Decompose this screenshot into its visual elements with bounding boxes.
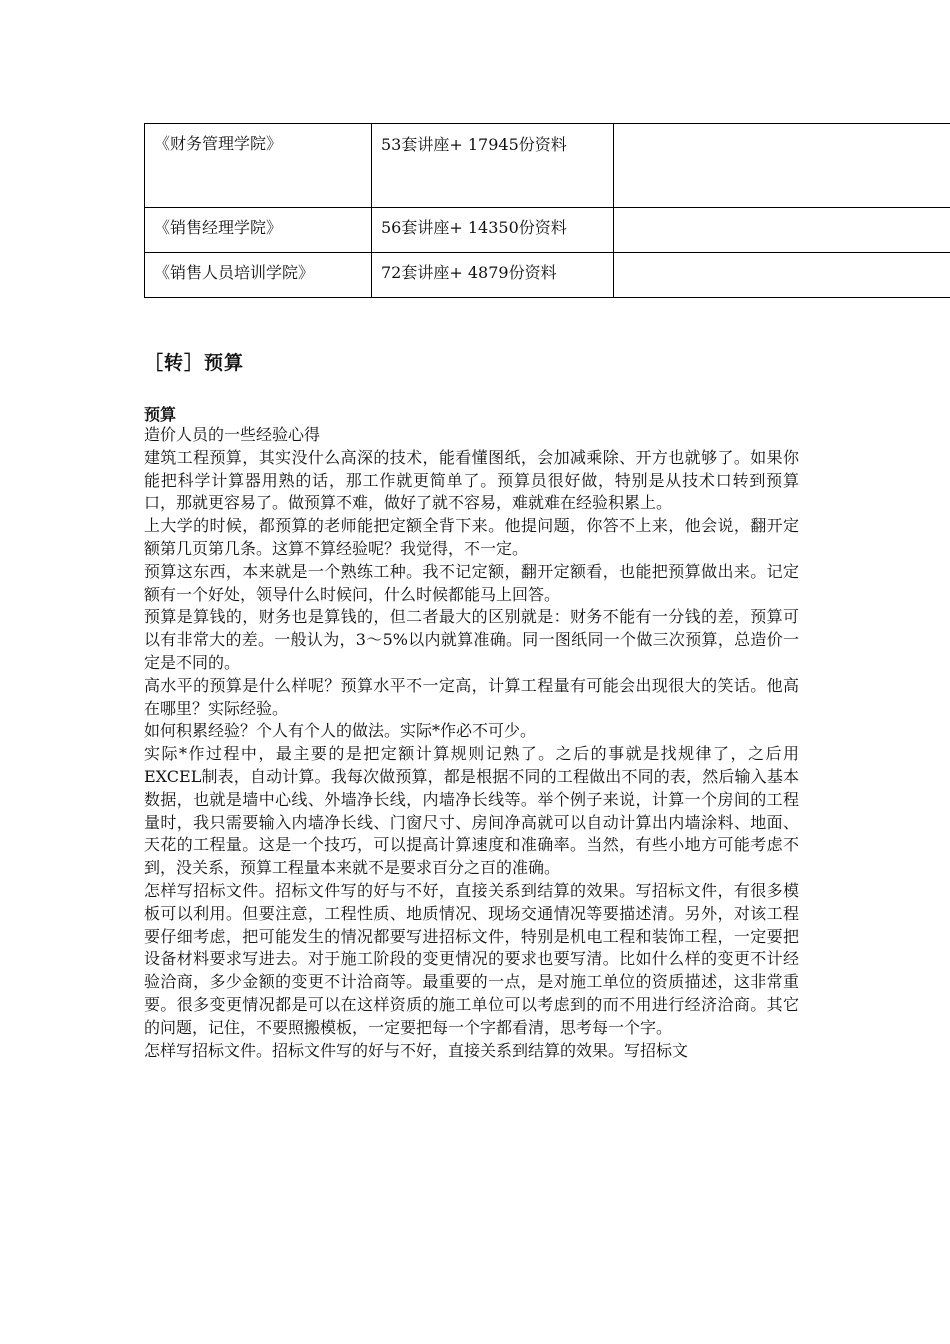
paragraph: 建筑工程预算，其实没什么高深的技术，能看懂图纸，会加减乘除、开方也就够了。如果你能把科学计算器用熟的话，那工作就更简单了。预算员很好做，特别是从技术口转到预算口，那就更容易了。做预算不难，做好了就不容易，难就难在经验积累上。 [144,447,799,513]
table-row [145,208,950,253]
paragraph: 预算是算钱的，财务也是算钱的，但二者最大的区别就是：财务不能有一分钱的差，预算可以有非常大的差。一般认为，3～5%以内就算准确。同一图纸同一个做三次预算，总造价一定是不同的。 [144,607,799,672]
note-cell [614,253,950,298]
article-heading: ［转］预算 [144,352,245,374]
table-row [145,253,950,298]
paragraph: 实际*作过程中，最主要的是把定额计算规则记熟了。之后的事就是找规律了，之后用EXCEL制表，自动计算。我每次做预算，都是根据不同的工程做出不同的表，然后输入基本数据，也就是墙中心线、外墙净长线，内墙净长线等。举个例子来说，计算一个房间的工程量时，我只需要输入内墙净长线、门窗尺寸、房间净高就可以自动计算出内墙涂料、地面、天花的工程量。这是一个技巧，可以提高计算速度和准确率。当然，有些小地方可能考虑不到，没关系，预算工程量本来就不是要求百分之百的准确。 [144,744,799,878]
course-content-cell: 53套讲座+ 17945份资料 [372,124,614,208]
paragraph: 怎样写招标文件。招标文件写的好与不好，直接关系到结算的效果。写招标文件，有很多模板可以利用。但要注意，工程性质、地质情况、现场交通情况等要描述清。另外，对该工程要仔细考虑，把可能发生的情况都要写进招标文件，特别是机电工程和装饰工程，一定要把设备材料要求写进去。对于施工阶段的变更情况的要求也要写清。比如什么样的变更不计经验洽商，多少金额的变更不计洽商等。最重要的一点，是对施工单位的资质描述，这非常重要。很多变更情况都是可以在这样资质的施工单位可以考虑到的而不用进行经济洽商。其它的问题，记住，不要照搬模板，一定要把每一个字都看清，思考每一个字。 [144,880,799,1037]
article-body [144,424,799,1062]
paragraph: 高水平的预算是什么样呢？预算水平不一定高，计算工程量有可能会出现很大的笑话。他高在哪里？实际经验。 [144,675,799,718]
paragraph: 预算这东西，本来就是一个熟练工种。我不记定额，翻开定额看，也能把预算做出来。记定额有一个好处，领导什么时候问，什么时候都能马上回答。 [144,561,799,604]
paragraph: 怎样写招标文件。招标文件写的好与不好，直接关系到结算的效果。写招标文 [144,1040,689,1060]
paragraph: 造价人员的一些经验心得 [144,425,321,444]
catalog-table [144,123,950,298]
section-title: 预算 [144,405,177,424]
table-row [145,124,950,208]
note-cell [614,208,950,253]
course-content-cell: 56套讲座+ 14350份资料 [372,208,614,253]
course-name-cell: 《销售人员培训学院》 [145,253,372,298]
paragraph: 上大学的时候，都预算的老师能把定额全背下来。他提问题，你答不上来，他会说，翻开定额第几页第几条。这算不算经验呢？我觉得，不一定。 [144,516,799,558]
course-content-cell: 72套讲座+ 4879份资料 [372,253,614,298]
note-cell [614,124,950,208]
paragraph: 如何积累经验？个人有个人的做法。实际*作必不可少。 [144,721,537,741]
course-name-cell: 《财务管理学院》 [145,124,372,208]
course-name-cell: 《销售经理学院》 [145,208,372,253]
